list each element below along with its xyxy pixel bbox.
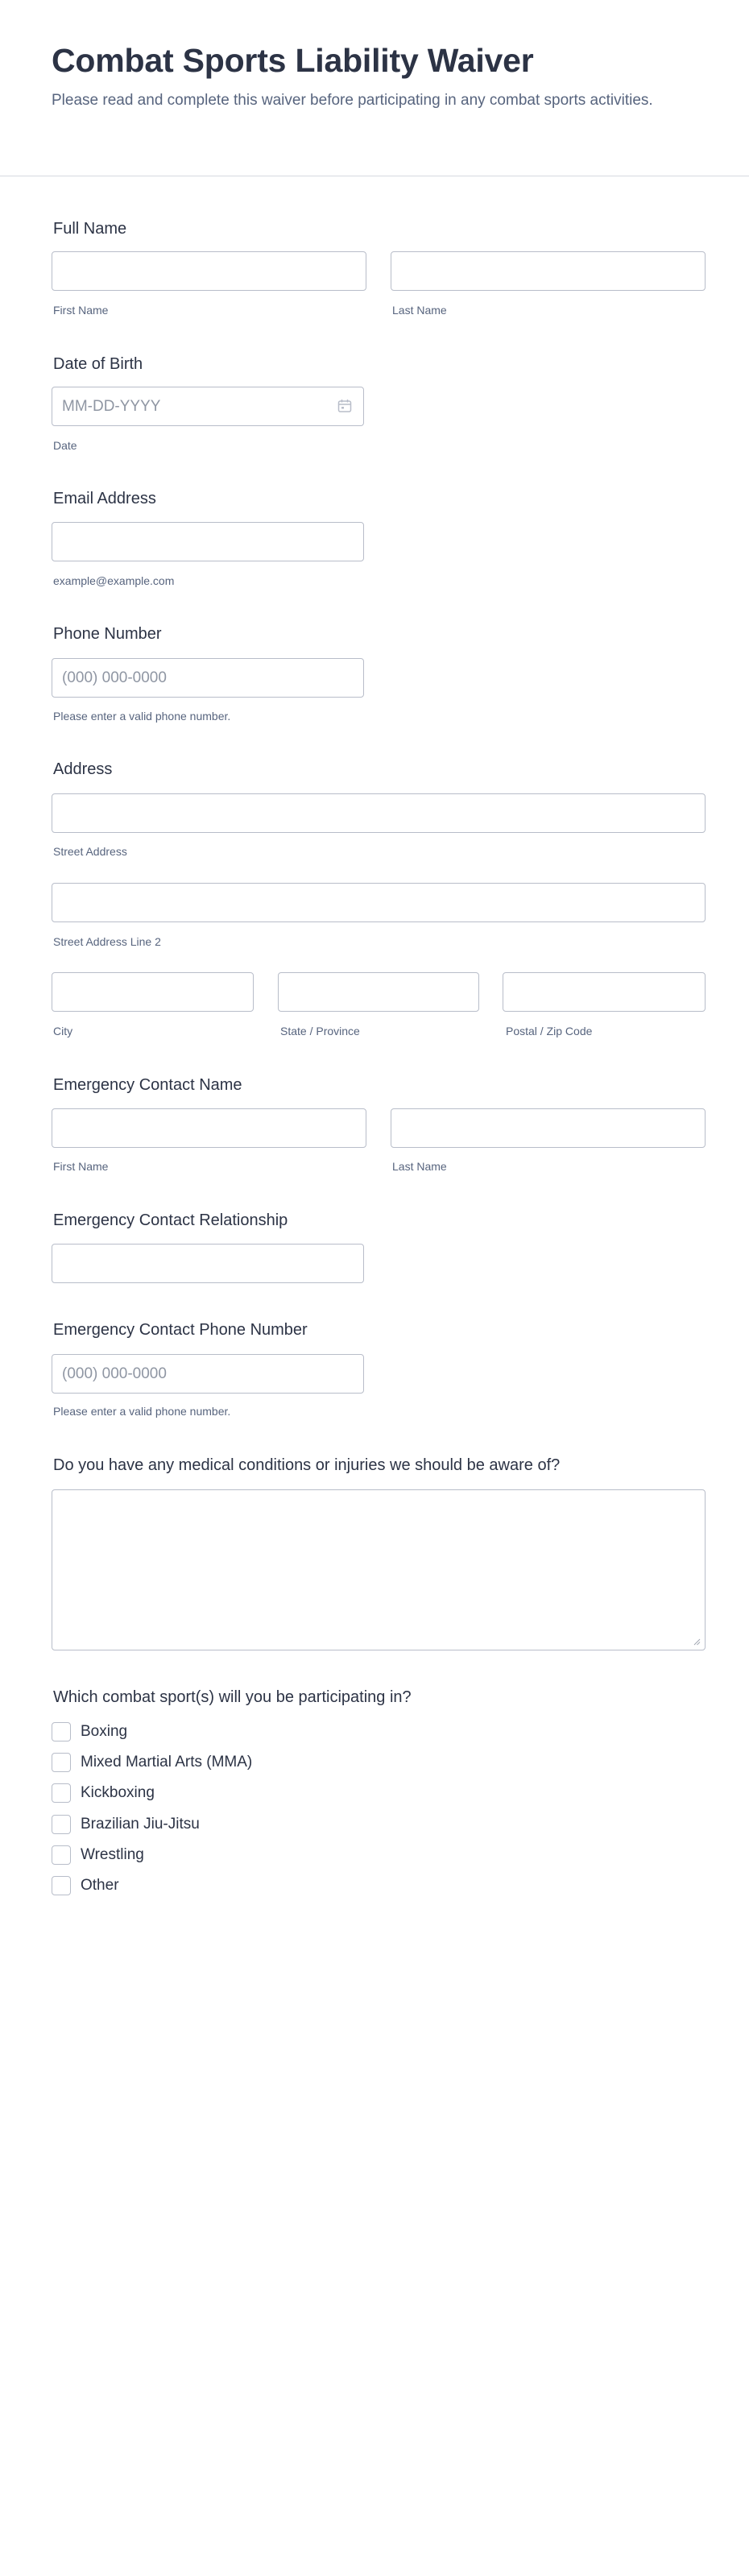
sport-option-label: Kickboxing [81,1784,155,1801]
medical-label: Do you have any medical conditions or injuries we should be aware of? [53,1456,561,1474]
email-label: Email Address [53,490,156,507]
street-address-line2-sublabel: Street Address Line 2 [53,935,161,948]
emergency-first-name-sublabel: First Name [53,1160,109,1173]
zip-sublabel: Postal / Zip Code [506,1025,593,1037]
emergency-phone-field [52,1319,706,1341]
emergency-phone-sublabel: Please enter a valid phone number. [53,1405,231,1418]
state-input[interactable] [278,972,479,1012]
emergency-last-name-sublabel: Last Name [392,1160,447,1173]
address-field [52,758,706,781]
email-sublabel: example@example.com [53,574,175,587]
emergency-first-name-input[interactable] [52,1108,366,1148]
sport-option-kickboxing[interactable] [52,1782,155,1804]
dob-sublabel: Date [53,439,77,452]
sport-option-boxing[interactable] [52,1721,127,1743]
first-name-input[interactable] [52,251,366,291]
resize-handle-icon[interactable] [693,1638,701,1646]
checkbox[interactable] [52,1722,71,1741]
sport-option-mma[interactable] [52,1751,252,1774]
calendar-icon[interactable] [337,399,352,413]
checkbox[interactable] [52,1815,71,1834]
address-label: Address [53,760,113,778]
checkbox[interactable] [52,1845,71,1865]
medical-field [52,1454,706,1476]
zip-input[interactable] [503,972,706,1012]
street-address-input[interactable] [52,793,706,833]
city-sublabel: City [53,1025,73,1037]
form-subtitle: Please read and complete this waiver before participating in any combat sports activities. [52,92,653,109]
dob-field [52,353,706,375]
checkbox[interactable] [52,1783,71,1803]
sport-option-label: Other [81,1877,119,1894]
dob-label: Date of Birth [53,355,143,373]
form-title: Combat Sports Liability Waiver [52,42,534,79]
street-address-line2-input[interactable] [52,883,706,922]
sport-option-label: Mixed Martial Arts (MMA) [81,1754,253,1770]
last-name-sublabel: Last Name [392,304,447,317]
dob-input[interactable] [52,387,364,426]
state-sublabel: State / Province [280,1025,360,1037]
full-name-field [52,217,706,240]
email-input[interactable] [52,522,364,561]
emergency-phone-input[interactable] [52,1354,364,1394]
last-name-input[interactable] [391,251,706,291]
phone-field [52,623,706,645]
emergency-last-name-input[interactable] [391,1108,706,1148]
sport-option-bjj[interactable] [52,1813,200,1836]
emergency-relationship-label: Emergency Contact Relationship [53,1211,288,1229]
full-name-label: Full Name [53,220,127,238]
form-header [0,0,749,176]
sport-option-label: Wrestling [81,1846,144,1863]
checkbox[interactable] [52,1753,71,1772]
checkbox[interactable] [52,1876,71,1895]
phone-sublabel: Please enter a valid phone number. [53,710,231,723]
sport-option-label: Boxing [81,1723,128,1740]
phone-input[interactable] [52,658,364,698]
sport-option-wrestling[interactable] [52,1844,144,1866]
street-address-sublabel: Street Address [53,845,127,858]
emergency-name-label: Emergency Contact Name [53,1076,242,1094]
sports-label: Which combat sport(s) will you be participating in? [53,1688,412,1706]
sport-option-other[interactable] [52,1874,119,1897]
first-name-sublabel: First Name [53,304,109,317]
emergency-relationship-field [52,1209,706,1232]
email-field [52,487,706,510]
city-input[interactable] [52,972,254,1012]
emergency-name-field [52,1074,706,1096]
emergency-phone-label: Emergency Contact Phone Number [53,1321,308,1339]
emergency-relationship-input[interactable] [52,1244,364,1283]
sport-option-label: Brazilian Jiu-Jitsu [81,1816,200,1833]
sports-field [52,1686,706,1708]
medical-textarea[interactable] [52,1489,706,1650]
phone-label: Phone Number [53,625,162,643]
